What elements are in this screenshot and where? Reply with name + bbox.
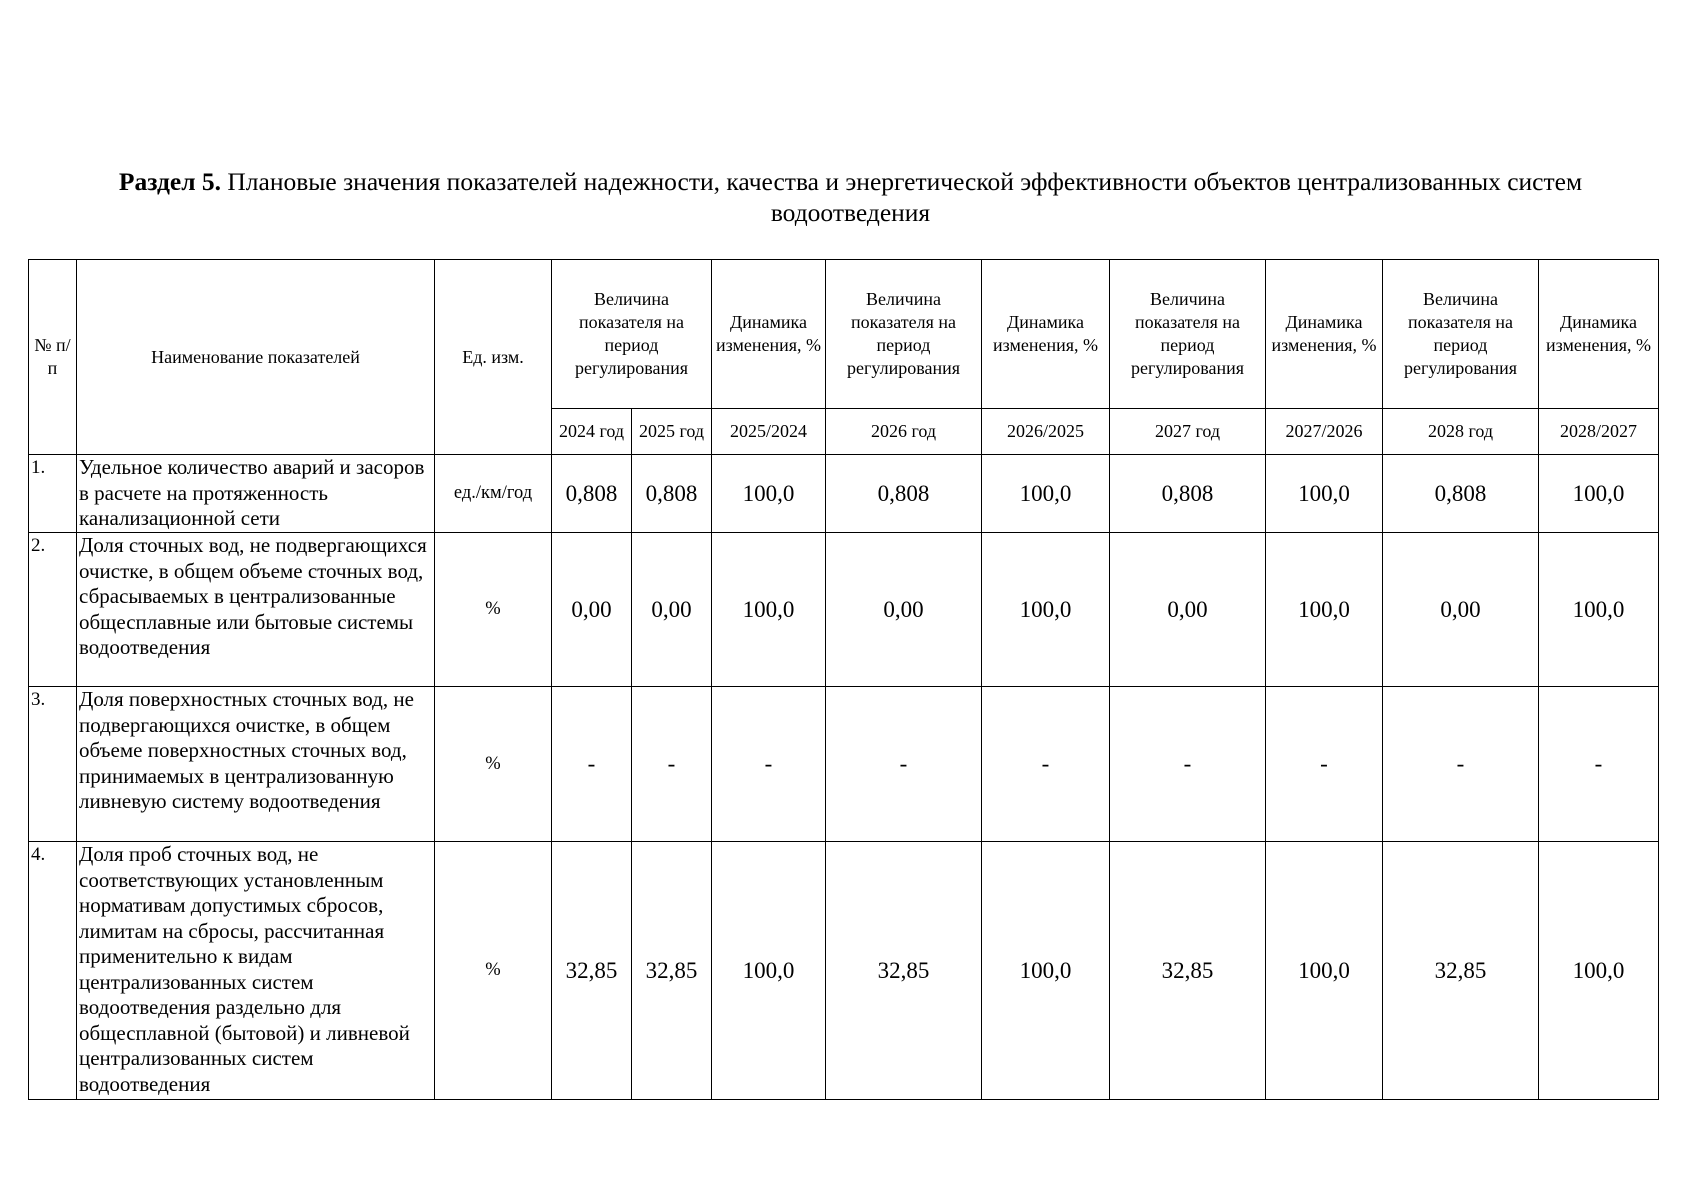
indicator-name: Удельное количество аварий и засоров в расчете на протяженность канализационной сети bbox=[77, 455, 435, 533]
value-cell: - bbox=[632, 687, 712, 842]
value-cell: 0,00 bbox=[632, 533, 712, 687]
value-cell: 100,0 bbox=[1539, 533, 1659, 687]
value-cell: 100,0 bbox=[1266, 455, 1383, 533]
value-cell: - bbox=[982, 687, 1110, 842]
value-cell: - bbox=[1110, 687, 1266, 842]
value-cell: 100,0 bbox=[982, 455, 1110, 533]
value-cell: 100,0 bbox=[712, 842, 826, 1100]
value-cell: 32,85 bbox=[632, 842, 712, 1100]
subheader-cell: 2025/2024 bbox=[712, 409, 826, 455]
header-name: Наименование показателей bbox=[77, 260, 435, 455]
value-cell: 0,808 bbox=[1110, 455, 1266, 533]
section-label: Раздел 5. bbox=[118, 167, 222, 196]
unit-cell: % bbox=[435, 533, 552, 687]
value-cell: - bbox=[552, 687, 632, 842]
header-value-period-2024-2025: Величина показателя на период регулирования bbox=[552, 260, 712, 409]
unit-cell: % bbox=[435, 687, 552, 842]
header-dynamics-2027: Динамика изменения, % bbox=[1266, 260, 1383, 409]
header-row bbox=[29, 260, 1659, 409]
subheader-cell: 2024 год bbox=[552, 409, 632, 455]
header-value-period-2028: Величина показателя на период регулирования bbox=[1383, 260, 1539, 409]
subheader-cell: 2027 год bbox=[1110, 409, 1266, 455]
header-dynamics-2025: Динамика изменения, % bbox=[712, 260, 826, 409]
subheader-cell: 2026 год bbox=[826, 409, 982, 455]
table-row bbox=[29, 687, 1659, 842]
subheader-cell: 2027/2026 bbox=[1266, 409, 1383, 455]
unit-cell: ед./км/год bbox=[435, 455, 552, 533]
indicators-table bbox=[28, 259, 1659, 1100]
value-cell: - bbox=[1539, 687, 1659, 842]
subheader-cell: 2028 год bbox=[1383, 409, 1539, 455]
value-cell: 0,00 bbox=[1110, 533, 1266, 687]
value-cell: 32,85 bbox=[826, 842, 982, 1100]
value-cell: - bbox=[1266, 687, 1383, 842]
value-cell: - bbox=[712, 687, 826, 842]
value-cell: 100,0 bbox=[1266, 533, 1383, 687]
header-num: № п/п bbox=[29, 260, 77, 455]
indicator-name: Доля сточных вод, не подвергающихся очистке, в общем объеме сточных вод, сбрасываемых в централизованные общесплавные или бытовые системы водоотведения bbox=[77, 533, 435, 687]
subheader-cell: 2025 год bbox=[632, 409, 712, 455]
row-number: 4. bbox=[29, 842, 77, 1100]
value-cell: 100,0 bbox=[982, 842, 1110, 1100]
value-cell: 0,00 bbox=[826, 533, 982, 687]
value-cell: - bbox=[826, 687, 982, 842]
value-cell: 0,00 bbox=[552, 533, 632, 687]
value-cell: - bbox=[1383, 687, 1539, 842]
value-cell: 0,00 bbox=[1383, 533, 1539, 687]
header-value-period-2027: Величина показателя на период регулирования bbox=[1110, 260, 1266, 409]
subheader-cell: 2026/2025 bbox=[982, 409, 1110, 455]
header-dynamics-2026: Динамика изменения, % bbox=[982, 260, 1110, 409]
value-cell: 32,85 bbox=[1110, 842, 1266, 1100]
value-cell: 100,0 bbox=[1539, 455, 1659, 533]
header-unit: Ед. изм. bbox=[435, 260, 552, 455]
table-row bbox=[29, 533, 1659, 687]
row-number: 1. bbox=[29, 455, 77, 533]
value-cell: 100,0 bbox=[982, 533, 1110, 687]
section-title-text: Плановые значения показателей надежности, качества и энергетической эффективности объектов централизованных систем водоотведения bbox=[221, 167, 1583, 227]
row-number: 2. bbox=[29, 533, 77, 687]
value-cell: 100,0 bbox=[712, 455, 826, 533]
value-cell: 100,0 bbox=[1539, 842, 1659, 1100]
value-cell: 32,85 bbox=[1383, 842, 1539, 1100]
value-cell: 100,0 bbox=[712, 533, 826, 687]
value-cell: 0,808 bbox=[632, 455, 712, 533]
indicator-name: Доля поверхностных сточных вод, не подвергающихся очистке, в общем объеме поверхностных сточных вод, принимаемых в централизованную ливневую систему водоотведения bbox=[77, 687, 435, 842]
value-cell: 0,808 bbox=[1383, 455, 1539, 533]
value-cell: 0,808 bbox=[552, 455, 632, 533]
header-dynamics-2028: Динамика изменения, % bbox=[1539, 260, 1659, 409]
subheader-cell: 2028/2027 bbox=[1539, 409, 1659, 455]
unit-cell: % bbox=[435, 842, 552, 1100]
indicator-name: Доля проб сточных вод, не соответствующих установленным нормативам допустимых сбросов, лимитам на сбросы, рассчитанная применительно к видам централизованных систем водоотведения раздельно для общесплавной (бытовой) и ливневой централизованных систем водоотведения bbox=[77, 842, 435, 1100]
value-cell: 0,808 bbox=[826, 455, 982, 533]
page-title bbox=[40, 166, 1661, 228]
header-value-period-2026: Величина показателя на период регулирования bbox=[826, 260, 982, 409]
row-number: 3. bbox=[29, 687, 77, 842]
value-cell: 32,85 bbox=[552, 842, 632, 1100]
table-row bbox=[29, 842, 1659, 1100]
table-row bbox=[29, 455, 1659, 533]
value-cell: 100,0 bbox=[1266, 842, 1383, 1100]
